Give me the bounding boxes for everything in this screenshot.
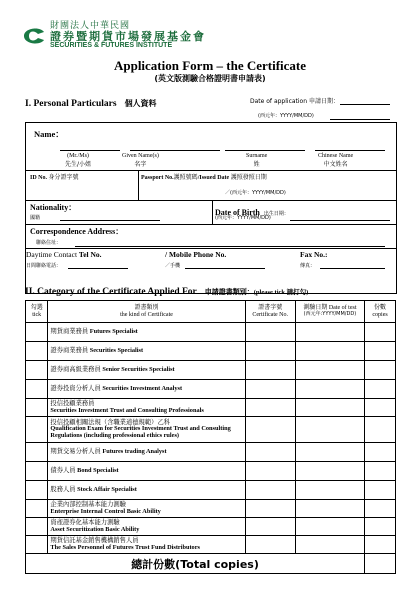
table-row: 股務人員 Stock Affair Specialist xyxy=(26,481,396,500)
test-date-cell[interactable] xyxy=(295,342,364,361)
cert-no-cell[interactable] xyxy=(245,361,295,380)
mobile-zh: ／手機 xyxy=(165,263,181,269)
certificate-category-table xyxy=(25,300,396,574)
table-row: 資產證券化基本能力測驗 Asset Securitization Basic Ability xyxy=(26,518,396,536)
table-row: 企業內部控制基本能力測驗 Enterprise Internal Control Basic Ability xyxy=(26,500,396,518)
cert-no-cell[interactable] xyxy=(245,443,295,462)
tick-checkbox[interactable] xyxy=(26,399,48,417)
nationality-label: Nationality： xyxy=(30,203,77,212)
dob-format: (西元年：YYYY/MM/DD) xyxy=(215,215,271,221)
test-date-cell[interactable] xyxy=(295,361,364,380)
table-row: 證券投資分析人員 Securities Investment Analyst xyxy=(26,380,396,399)
copies-cell[interactable] xyxy=(365,342,396,361)
tick-checkbox[interactable] xyxy=(26,462,48,481)
tick-checkbox[interactable] xyxy=(26,536,48,554)
passport-label: Passport No.護照號碼/Issued Date 護照發照日期 xyxy=(141,174,267,181)
id-no-label: ID No. 身分證字號 xyxy=(30,174,79,181)
tick-checkbox[interactable] xyxy=(26,380,48,399)
test-date-cell[interactable] xyxy=(295,380,364,399)
given-name-label: Given Name(s) 名字 xyxy=(122,153,159,168)
daytime-contact-label: Daytime Contact Tel No. xyxy=(26,250,102,259)
tick-checkbox[interactable] xyxy=(26,518,48,536)
tick-checkbox[interactable] xyxy=(26,342,48,361)
total-row xyxy=(26,554,396,574)
tick-checkbox[interactable] xyxy=(26,417,48,443)
section1-heading: I. Personal Particulars 個人資料 xyxy=(25,99,157,109)
tick-checkbox[interactable] xyxy=(26,443,48,462)
copies-cell[interactable] xyxy=(365,323,396,342)
test-date-cell[interactable] xyxy=(295,518,364,536)
table-row: 投信投顧相關法規（含職業道德規範）乙科 Qualification Exam for Securities Investment Trust and Consulting Regulations (including professional ethics rules) xyxy=(26,417,396,443)
test-date-cell[interactable] xyxy=(295,323,364,342)
chinese-name-label: Chinese Name 中文姓名 xyxy=(318,153,354,168)
cert-no-cell[interactable] xyxy=(245,500,295,518)
table-row: 期貨商業務員 Futures Specialist xyxy=(26,323,396,342)
nationality-zh: 國籍 xyxy=(30,215,41,221)
name-label: Name： xyxy=(34,129,64,139)
tick-checkbox[interactable] xyxy=(26,500,48,518)
cert-no-cell[interactable] xyxy=(245,342,295,361)
copies-cell[interactable] xyxy=(365,462,396,481)
cert-no-cell[interactable] xyxy=(245,462,295,481)
test-date-cell[interactable] xyxy=(295,462,364,481)
table-row: 期貨交易分析人員 Futures trading Analyst xyxy=(26,443,396,462)
fax-label: Fax No.: xyxy=(300,250,328,259)
col-kind-header: 證書類別 the kind of Certificate xyxy=(48,301,245,323)
fax-zh: 傳真： xyxy=(300,263,316,269)
section2-heading: II. Category of the Certificate Applied For 申請證書類別：(please tick 請打勾) xyxy=(25,287,309,297)
copies-cell[interactable] xyxy=(365,536,396,554)
tick-checkbox[interactable] xyxy=(26,323,48,342)
col-copies-header: 份數 copies xyxy=(365,301,396,323)
surname-label: Surname 姓 xyxy=(246,153,268,168)
address-zh: 聯絡住址： xyxy=(36,240,62,246)
org-line2: 證券暨期貨市場發展基金會 xyxy=(50,30,206,43)
application-date-label: Date of application 申請日期： xyxy=(250,98,339,105)
org-line1: 財團法人中華民國 xyxy=(50,21,131,31)
copies-cell[interactable] xyxy=(365,481,396,500)
application-date-format: (西元年：YYYY/MM/DD) xyxy=(258,113,314,119)
tick-checkbox[interactable] xyxy=(26,481,48,500)
total-copies-label: 總計份數(Total copies) xyxy=(26,554,365,574)
copies-cell[interactable] xyxy=(365,399,396,417)
copies-cell[interactable] xyxy=(365,443,396,462)
sfi-logo xyxy=(22,26,46,46)
form-subtitle: (英文版測驗合格證明書申請表) xyxy=(154,74,266,83)
test-date-cell[interactable] xyxy=(295,481,364,500)
cert-no-cell[interactable] xyxy=(245,380,295,399)
table-row: 投信投顧業務員 Securities Investment Trust and Consulting Professionals xyxy=(26,399,396,417)
test-date-cell[interactable] xyxy=(295,443,364,462)
cert-no-cell[interactable] xyxy=(245,481,295,500)
cert-no-cell[interactable] xyxy=(245,399,295,417)
total-copies-cell[interactable] xyxy=(365,554,396,574)
table-row: 期貨信託基金銷售機構銷售人員 The Sales Personnel of Futures Trust Fund Distributors xyxy=(26,536,396,554)
copies-cell[interactable] xyxy=(365,380,396,399)
test-date-cell[interactable] xyxy=(295,417,364,443)
address-label: Correspondence Address： xyxy=(30,227,124,236)
copies-cell[interactable] xyxy=(365,361,396,380)
org-line3: SECURITIES & FUTURES INSTITUTE xyxy=(50,42,173,49)
mobile-label: / Mobile Phone No. xyxy=(165,250,227,259)
dob-label: Date of Birth 出生日期： xyxy=(215,208,289,217)
table-row: 證券商高級業務員 Senior Securities Specialist xyxy=(26,361,396,380)
mr-ms-label: (Mr./Ms) 先生/小姐 xyxy=(65,153,92,168)
copies-cell[interactable] xyxy=(365,417,396,443)
cert-no-cell[interactable] xyxy=(245,536,295,554)
col-certno-header: 證書字號 Certificate No. xyxy=(245,301,295,323)
form-title: Application Form – the Certificate xyxy=(113,58,307,73)
table-row: 證券商業務員 Securities Specialist xyxy=(26,342,396,361)
table-row: 債券人員 Bond Specialist xyxy=(26,462,396,481)
cert-no-cell[interactable] xyxy=(245,518,295,536)
organization-name xyxy=(50,22,206,49)
issued-date-format: ／(西元年：YYYY/MM/DD) xyxy=(225,190,286,196)
col-tick-header: 勾選 tick xyxy=(26,301,48,323)
tick-checkbox[interactable] xyxy=(26,361,48,380)
test-date-cell[interactable] xyxy=(295,500,364,518)
col-date-header: 測驗日期 Date of test (西元年:YYYY/MM/DD) xyxy=(295,301,364,323)
test-date-cell[interactable] xyxy=(295,399,364,417)
copies-cell[interactable] xyxy=(365,518,396,536)
copies-cell[interactable] xyxy=(365,500,396,518)
test-date-cell[interactable] xyxy=(295,536,364,554)
cert-no-cell[interactable] xyxy=(245,417,295,443)
cert-no-cell[interactable] xyxy=(245,323,295,342)
tel-zh: 日間聯絡電話： xyxy=(26,263,62,269)
